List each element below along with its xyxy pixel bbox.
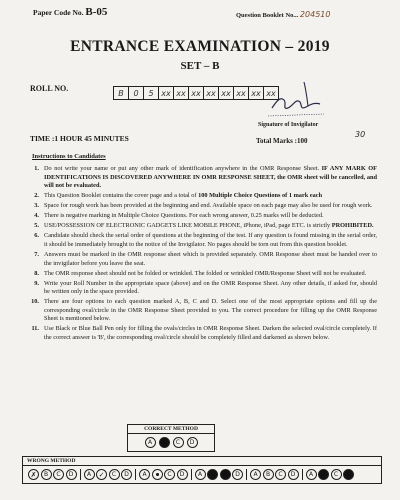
roll-digit-box: xx (248, 86, 264, 100)
roll-digit-box: xx (218, 86, 234, 100)
roll-digit-box: xx (188, 86, 204, 100)
instruction-text (44, 251, 377, 268)
instruction-number: 2. (34, 192, 39, 200)
handwritten-note: 30 (355, 130, 366, 139)
answer-bubble: ✓ (96, 469, 107, 480)
paper-code-label: Paper Code No. (33, 8, 84, 17)
instruction-item (22, 298, 377, 324)
instruction-body: This Question Booklet contains the cover page and a total of (44, 192, 197, 200)
exam-set: SET – B (180, 60, 220, 72)
instruction-item (22, 192, 377, 201)
instruction-number: 10. (31, 298, 39, 306)
instruction-body: Answers must be marked in the OMR response sheet which is provided separately. OMR Response sheet must be handed over to the invigilator before you leave the seat. (44, 251, 377, 267)
instruction-number: 1. (34, 165, 39, 172)
booklet-number (236, 10, 330, 19)
answer-bubble: A (250, 469, 261, 480)
correct-method-label: CORRECT METHOD (128, 425, 214, 434)
answer-bubble: D (288, 469, 299, 480)
instruction-number: 9. (34, 279, 39, 287)
answer-bubble: A (84, 469, 95, 480)
instruction-text (44, 212, 377, 221)
roll-digit-box: 5 (143, 86, 159, 100)
roll-number-boxes (113, 86, 278, 100)
roll-digit-box: xx (173, 86, 189, 100)
instruction-text (44, 165, 377, 191)
instruction-body: Do not write your name or put any other mark of identification anywhere in the OMR Response Sheet. (44, 165, 320, 172)
instruction-body: USE/POSSESSION OF ELECTRONIC GADGETS LIKE MOBILE PHONE, iPhone, iPad, page ETC. is strictly (44, 222, 331, 230)
exam-duration: TIME :1 HOUR 45 MINUTES (30, 134, 129, 143)
wrong-method-box (22, 456, 382, 484)
roll-digit-box: xx (203, 86, 219, 100)
answer-bubble: D (66, 469, 77, 480)
instruction-text (44, 325, 377, 342)
instruction-item (22, 325, 377, 342)
instruction-number: 8. (34, 269, 39, 277)
wrong-method-example (247, 469, 303, 480)
wrong-method-example (303, 469, 358, 480)
instruction-body: The OMR response sheet should not be folded or wrinkled. The folded or wrinkled OMR/Response Sheet will not be evaluated. (44, 269, 367, 277)
roll-digit-box: xx (158, 86, 174, 100)
instruction-number: 3. (34, 202, 39, 210)
invigilator-signature (262, 72, 332, 122)
instructions-heading: Instructions to Candidates (32, 153, 106, 160)
answer-bubble: D (343, 469, 354, 480)
instruction-body: Write your Roll Number in the appropriate space (above) and on the OMR Response Sheet. Any other details, if asked for, should be written only in the space provided. (44, 279, 377, 296)
wrong-method-groups (23, 466, 381, 483)
roll-number-label: ROLL NO. (30, 84, 69, 93)
instruction-text (44, 192, 377, 201)
answer-bubble: B (318, 469, 329, 480)
signature-label: Signature of Invigilator (258, 122, 319, 128)
answer-bubble: B (263, 469, 274, 480)
booklet-number-value: 204510 (299, 10, 331, 19)
instruction-item (22, 202, 377, 211)
wrong-method-example (136, 469, 192, 480)
roll-digit-box: 0 (128, 86, 144, 100)
answer-bubble: D (121, 469, 132, 480)
answer-bubble: B (41, 469, 52, 480)
instruction-emphasis: PROHIBITED. (331, 222, 374, 230)
instruction-text (44, 280, 377, 297)
instruction-number: 5. (34, 222, 39, 230)
answer-bubble: C (164, 469, 175, 480)
instruction-body: Use Black or Blue Ball Pen only for filling the ovals/circles in OMR Response Sheet. Darken the selected oval/circle completely. If the correct answer is 'B', the corresponding oval/circle should be completely filled and darkened as shown below. (44, 325, 377, 341)
instruction-item (22, 165, 377, 191)
instruction-item (22, 270, 377, 279)
answer-bubble: A (306, 469, 317, 480)
instruction-item (22, 251, 377, 268)
instruction-number: 6. (34, 232, 39, 240)
booklet-number-label: Question Booklet No... (236, 12, 299, 19)
instruction-body: Candidate should check the serial order of questions at the beginning of the test. If any question is found missing in the serial order, it should be immediately brought to the notice of the Invigilator. No pages should be torn out from this question booklet. (44, 232, 377, 248)
wrong-method-label: WRONG METHOD (23, 457, 381, 466)
answer-bubble: C (220, 469, 231, 480)
answer-bubble: A (145, 437, 156, 448)
answer-bubble: D (187, 437, 198, 448)
instruction-emphasis: IF ANY MARK OF IDENTIFICATIONS IS DISCOVERED ANYWHERE IN OMR RESPONSE SHEET, the OMR sheet will be cancelled, and will not be evaluated. (44, 165, 377, 189)
instruction-item (22, 222, 377, 231)
instruction-text (44, 270, 377, 279)
instruction-emphasis: 100 Multiple Choice Questions of 1 mark each (198, 192, 323, 200)
answer-bubble: C (275, 469, 286, 480)
answer-bubble: C (173, 437, 184, 448)
total-marks: Total Marks :100 (256, 137, 308, 145)
paper-code-value: B-05 (85, 6, 108, 18)
instruction-text (44, 202, 377, 211)
answer-bubble: B (159, 437, 170, 448)
answer-bubble: B (207, 469, 218, 480)
instructions-list (22, 165, 377, 344)
answer-bubble: C (109, 469, 120, 480)
instruction-body: Space for rough work has been provided at the beginning and end. Available space on each page may also be used for rough work. (44, 202, 373, 210)
instruction-text (44, 232, 377, 249)
answer-bubble: C (53, 469, 64, 480)
instruction-text (44, 222, 377, 231)
instruction-number: 4. (34, 212, 39, 220)
answer-bubble: D (232, 469, 243, 480)
instruction-body: There is negative marking in Multiple Choice Questions. For each wrong answer, 0.25 marks will be deducted. (44, 212, 324, 220)
roll-digit-box: xx (263, 86, 279, 100)
instruction-item (22, 232, 377, 249)
instruction-number: 7. (34, 251, 39, 259)
correct-method-bubbles (128, 434, 214, 451)
exam-title: ENTRANCE EXAMINATION – 2019 (70, 38, 330, 55)
wrong-method-example (81, 469, 137, 480)
wrong-method-example (25, 469, 81, 480)
instruction-body: There are four options to each question marked A, B, C and D. Select one of the most appropriate options and fill up the corresponding oval/circle in the OMR Response Sheet provided to you. The correct procedure for filling up the OMR Response Sheet is mentioned below. (44, 298, 377, 323)
instruction-item (22, 280, 377, 297)
answer-bubble: A (195, 469, 206, 480)
wrong-method-example (192, 469, 248, 480)
roll-digit-box: xx (233, 86, 249, 100)
paper-code (33, 6, 107, 18)
answer-bubble: ✗ (28, 469, 39, 480)
answer-bubble: D (177, 469, 188, 480)
answer-bubble (152, 469, 163, 480)
instruction-number: 11. (31, 325, 39, 333)
answer-bubble: A (139, 469, 150, 480)
roll-digit-box: B (113, 86, 129, 100)
correct-method-box (127, 424, 215, 452)
instruction-text (44, 298, 377, 324)
answer-bubble: C (331, 469, 342, 480)
instruction-item (22, 212, 377, 221)
